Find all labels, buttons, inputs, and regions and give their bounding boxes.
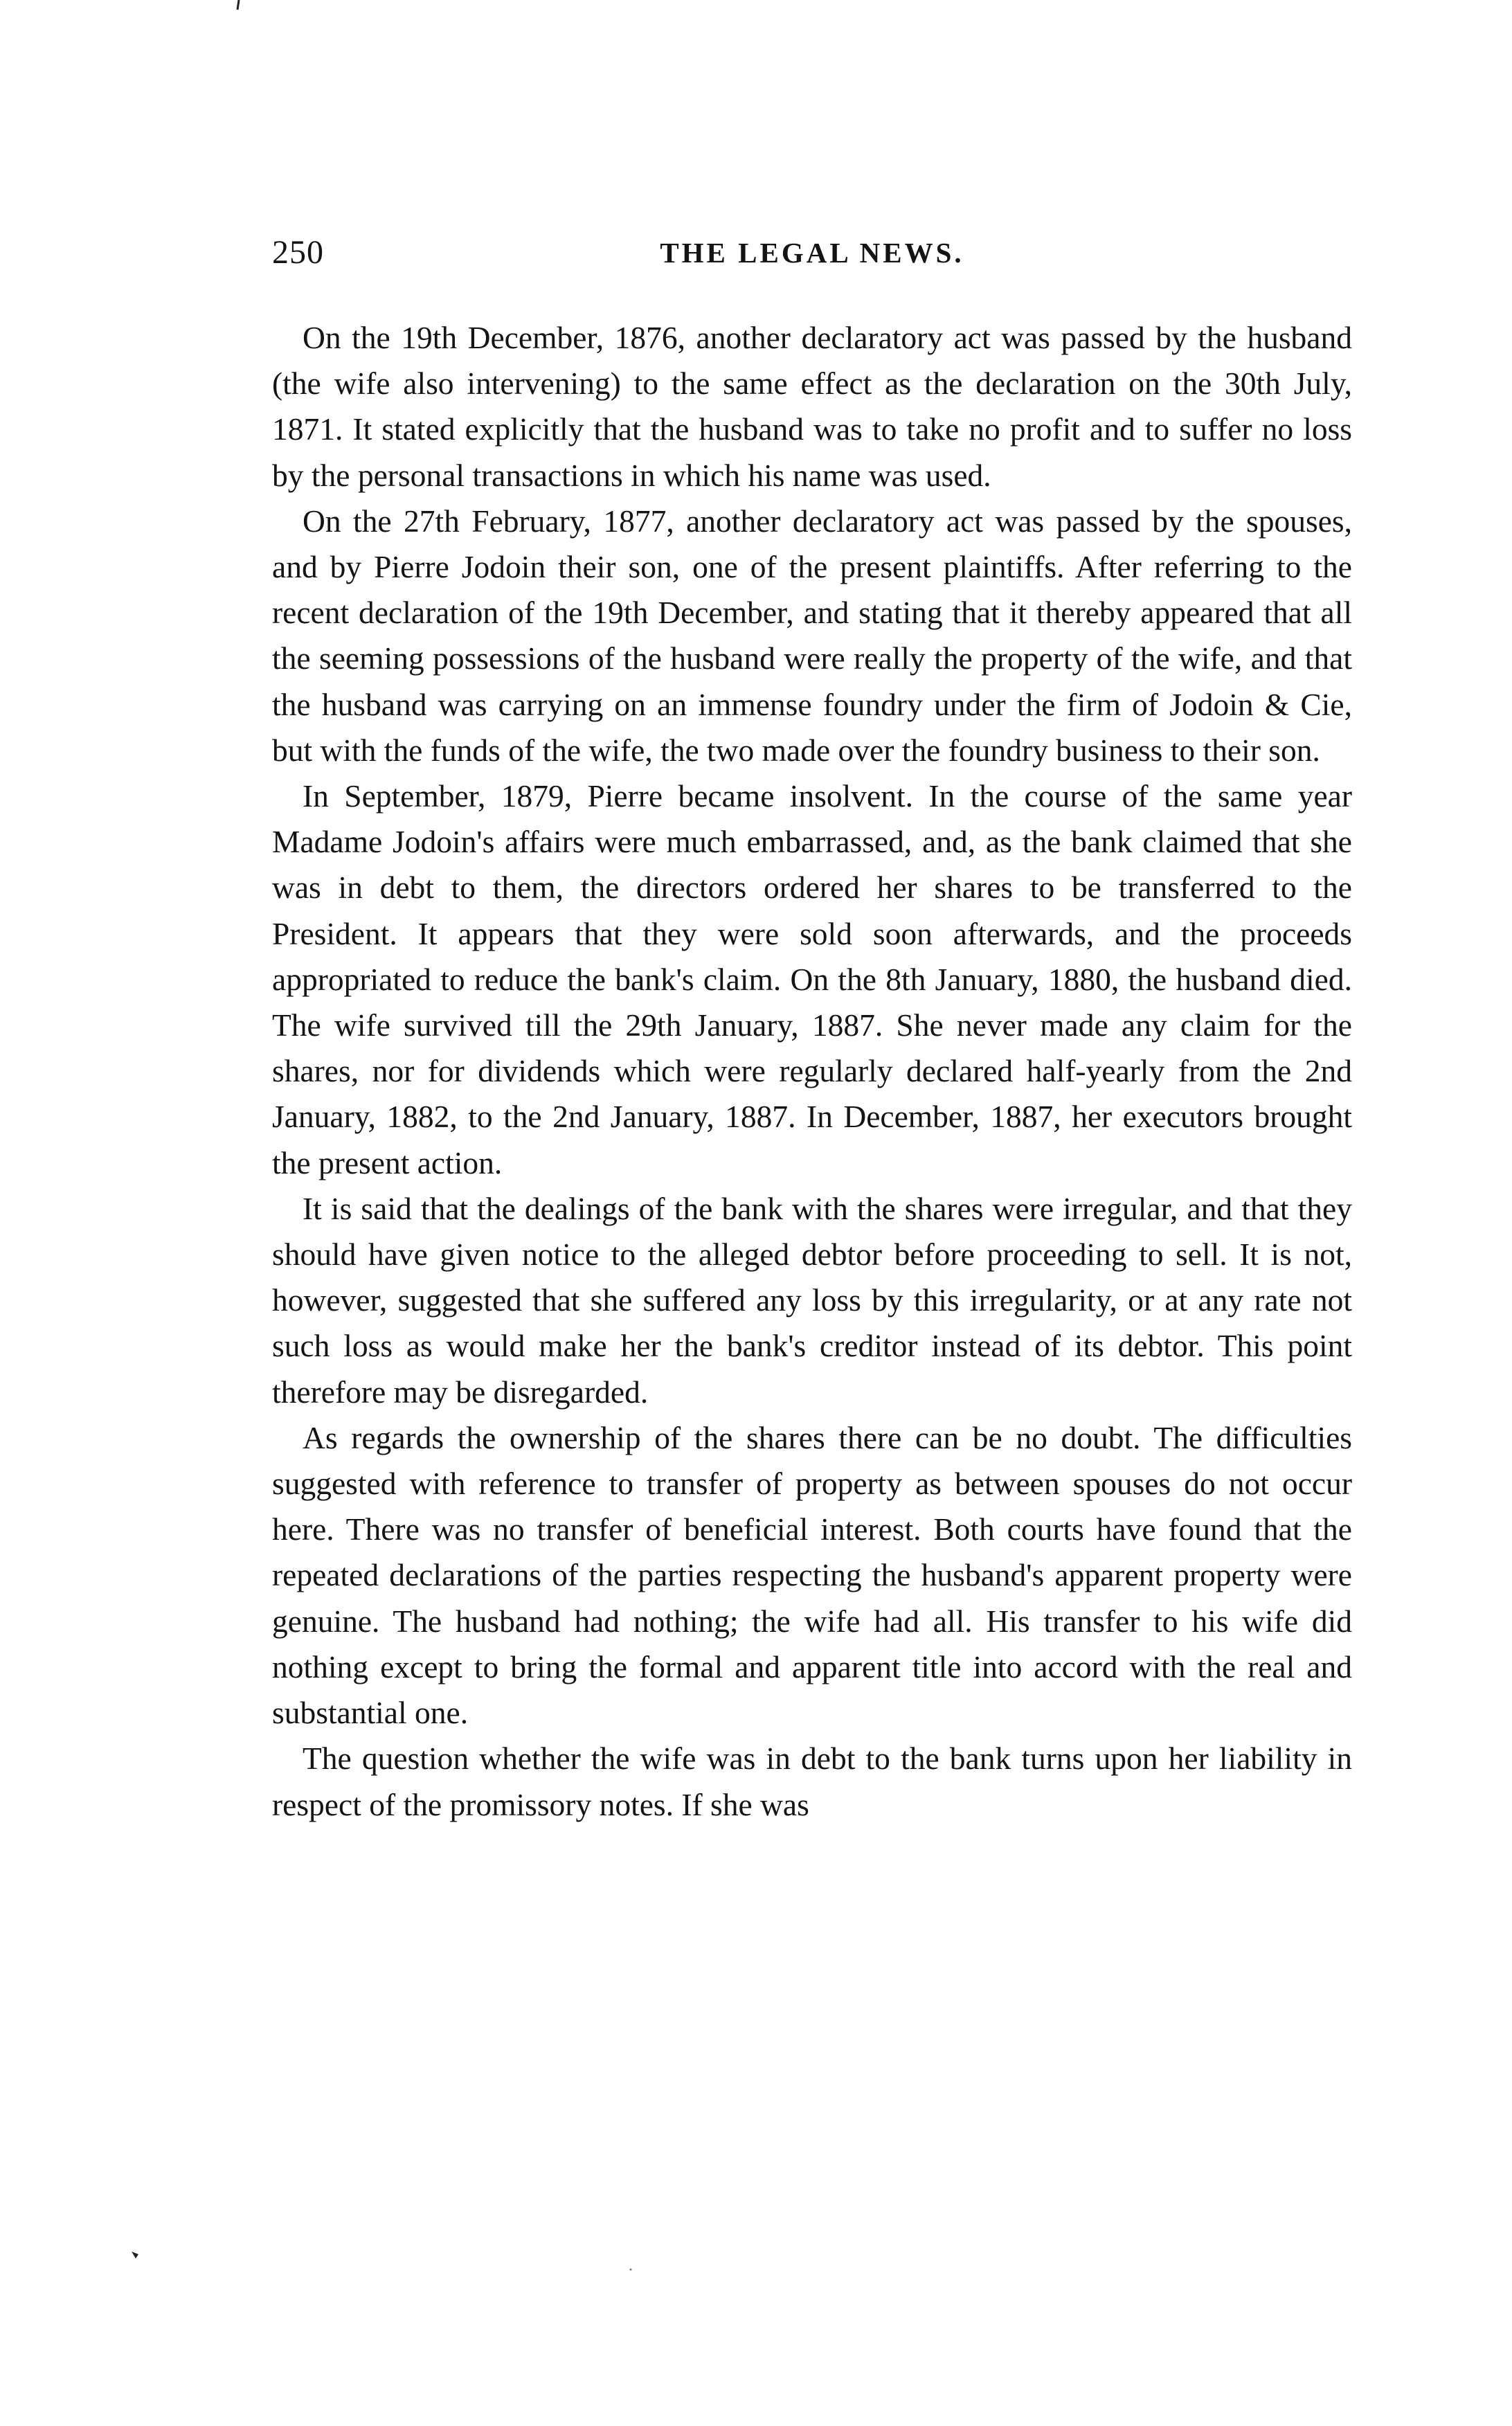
paragraph: On the 27th February, 1877, another declaratory act was passed by the spouses, and by Pierre Jodoin their son, one of the present plaintiffs. After referring to the recent declaration of the 19th December, and stating that it thereby appeared that all the seeming possessions of the husband were really the property of the wife, and that the husband was carrying on an immense foundry under the firm of Jodoin & Cie, but with the funds of the wife, the two made over the foundry business to their son.	[272, 503, 1352, 768]
scan-mark	[237, 0, 239, 10]
paragraph: The question whether the wife was in debt to the bank turns upon her liability in respect of the promissory notes. If she was	[272, 1741, 1352, 1822]
scan-mark	[630, 2269, 632, 2271]
page-number: 250	[272, 234, 324, 271]
paragraph: It is said that the dealings of the bank with the shares were irregular, and that they should have given notice to the alleged debtor before proceeding to sell. It is not, however, suggested that she suffered any loss by this irregularity, or at any rate not such loss as would make her the bank's creditor instead of its debtor. This point therefore may be disregarded.	[272, 1190, 1352, 1410]
running-head: THE LEGAL NEWS.	[660, 237, 964, 269]
paragraph: In September, 1879, Pierre became insolvent. In the course of the same year Madame Jodoin's affairs were much embarrassed, and, as the bank claimed that she was in debt to them, the directors ordered her shares to be transferred to the President. It appears that they were sold soon afterwards, and the proceeds appropriated to reduce the bank's claim. On the 8th January, 1880, the husband died. The wife survived till the 29th January, 1887. She never made any claim for the shares, nor for dividends which were regularly declared half-yearly from the 2nd January, 1882, to the 2nd January, 1887. In December, 1887, her executors brought the present action.	[272, 778, 1352, 1180]
scan-mark	[132, 2252, 138, 2258]
paragraph: As regards the ownership of the shares there can be no doubt. The difficulties suggested with reference to transfer of property as between spouses do not occur here. There was no transfer of beneficial interest. Both courts have found that the repeated declarations of the parties respecting the husband's apparent property were genuine. The husband had nothing; the wife had all. His transfer to his wife did nothing except to bring the formal and apparent title into accord with the real and substantial one.	[272, 1419, 1352, 1731]
paragraph: On the 19th December, 1876, another declaratory act was passed by the husband (the wife also intervening) to the same effect as the declaration on the 30th July, 1871. It stated explicitly that the husband was to take no profit and to suffer no loss by the personal transactions in which his name was used.	[272, 320, 1352, 493]
